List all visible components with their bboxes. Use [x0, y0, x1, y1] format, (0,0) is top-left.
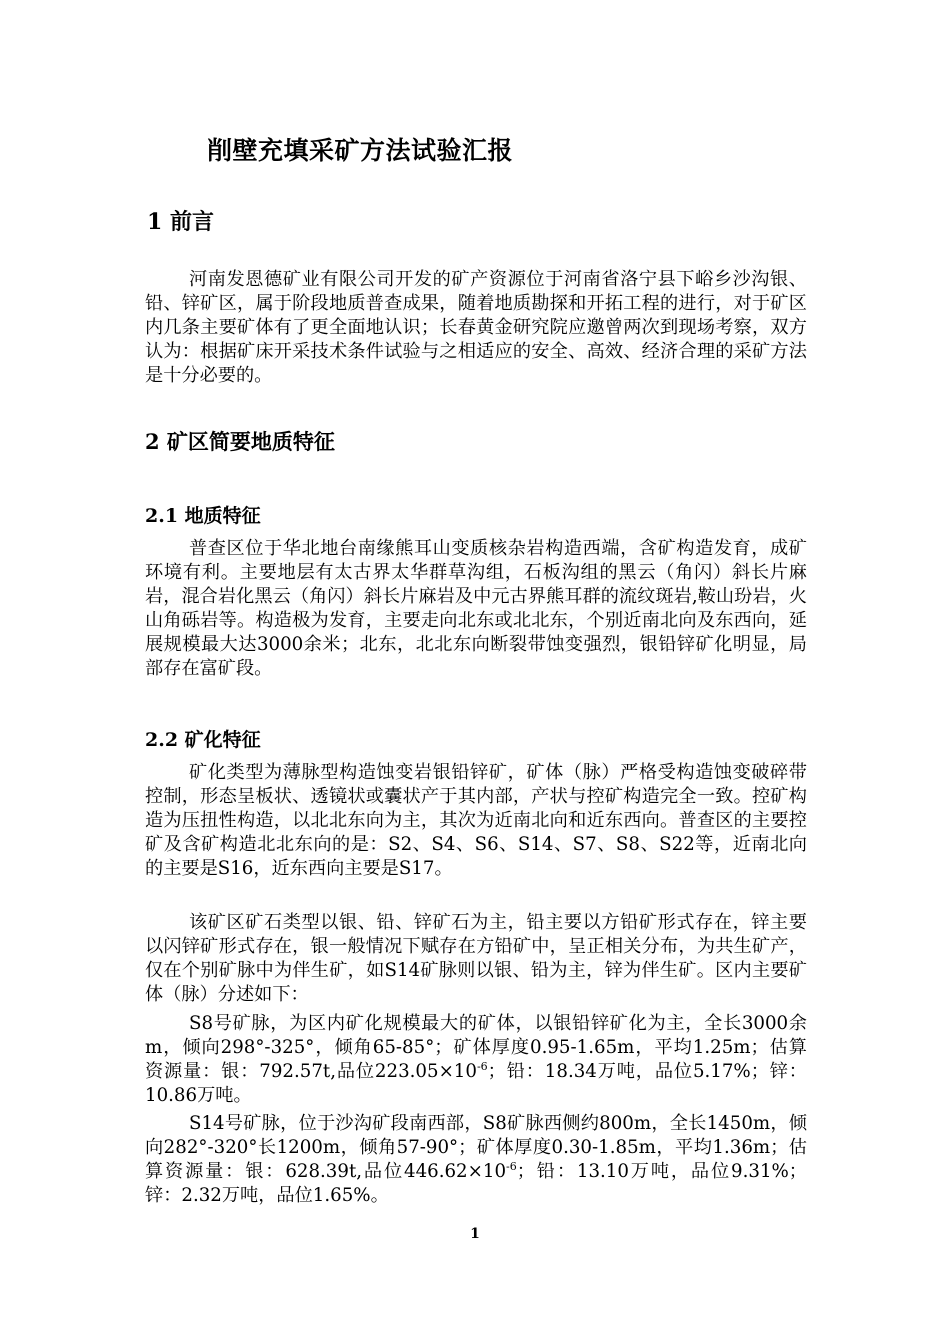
paragraph-mineralization-type: 矿化类型为薄脉型构造蚀变岩银铅锌矿，矿体（脉）严格受构造蚀变破碎带控制，形态呈板状、透镜状或囊状产于其内部，产状与控矿构造完全一致。控矿构造为压扭性构造，以北北东向为主，其次为近南北向和近东西向。普查区的主要控矿及含矿构造北北东向的是：S2、S4、S6、S14、S7、S8、S22等，近南北向的主要是S16，近东西向主要是S17。: [145, 762, 807, 879]
s14-text-part2: ；铅：13.10万吨，品位9.31%；锌：2.32万吨，品位1.65%。: [145, 1161, 807, 1206]
s8-text-part1: S8号矿脉，为区内矿化规模最大的矿体，以银铅锌矿化为主，全长3000余m，倾向298°-325°，倾角65-85°；矿体厚度0.95-1.65m，平均1.25m；估算资源量：银：792.57t,品位223.05×10: [145, 1013, 807, 1082]
section-heading-geology-overview: 2 矿区简要地质特征: [145, 429, 335, 454]
section-heading-mineralization: 2.2 矿化特征: [145, 729, 261, 751]
paragraph-intro: 河南发恩德矿业有限公司开发的矿产资源位于河南省洛宁县下峪乡沙沟银、铅、锌矿区，属于阶段地质普查成果，随着地质勘探和开拓工程的进行，对于矿区内几条主要矿体有了更全面地认识；长春黄金研究院应邀曾两次到现场考察，双方认为：根据矿床开采技术条件试验与之相适应的安全、高效、经济合理的采矿方法是十分必要的。: [145, 269, 807, 386]
page-number: 1: [470, 1226, 480, 1242]
paragraph-geology: 普查区位于华北地台南缘熊耳山变质核杂岩构造西端，含矿构造发育，成矿环境有利。主要地层有太古界太华群草沟组，石板沟组的黑云（角闪）斜长片麻岩，混合岩化黑云（角闪）斜长片麻岩及中元古界熊耳群的流纹斑岩,鞍山玢岩，火山角砾岩等。构造极为发育，主要走向北东或北北东，个别近南北向及东西向，延展规模最大达3000余米；北东，北北东向断裂带蚀变强烈，银铅锌矿化明显，局部存在富矿段。: [145, 538, 807, 679]
s14-text-part1: S14号矿脉，位于沙沟矿段南西部，S8矿脉西侧约800m，全长1450m，倾向282°-320°长1200m，倾角57-90°；矿体厚度0.30-1.85m，平均1.36m；估算资源量：银：628.39t,品位446.62×10: [145, 1113, 807, 1182]
paragraph-ore-types: 该矿区矿石类型以银、铅、锌矿石为主，铅主要以方铅矿形式存在，锌主要以闪锌矿形式存在，银一般情况下赋存在方铅矿中，呈正相关分布，为共生矿产，仅在个别矿脉中为伴生矿，如S14矿脉则以银、铅为主，锌为伴生矿。区内主要矿体（脉）分述如下：: [145, 912, 807, 1005]
document-title: 削壁充填采矿方法试验汇报: [206, 136, 513, 165]
s8-text-part2: ；铅：18.34万吨，品位5.17%；锌：10.86万吨。: [145, 1061, 807, 1106]
s14-exponent: -6: [506, 1160, 517, 1173]
section-heading-geology: 2.1 地质特征: [145, 505, 261, 527]
s8-exponent: -6: [476, 1060, 488, 1073]
section-heading-preface: 1 前言: [147, 209, 214, 235]
paragraph-s8-vein: [145, 1012, 807, 1108]
paragraph-s14-vein: [145, 1112, 807, 1208]
